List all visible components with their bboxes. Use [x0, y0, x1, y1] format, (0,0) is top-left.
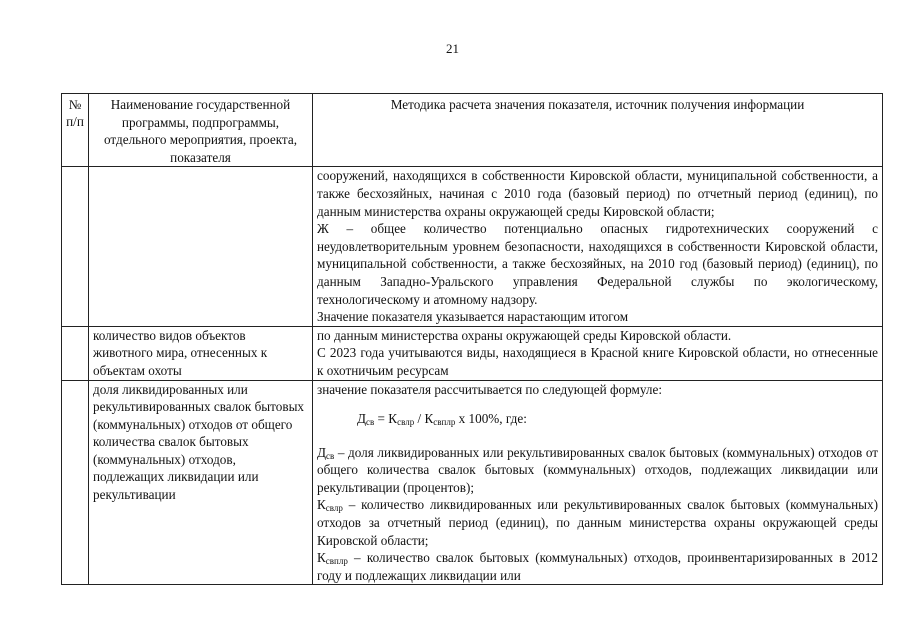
formula-divide: /	[414, 411, 425, 427]
formula-tail: х 100%, где:	[455, 411, 527, 427]
definition-symbol: К	[317, 550, 326, 566]
definition	[317, 496, 878, 549]
definition-text: – доля ликвидированных или рекультивированных свалок бытовых (коммунальных) отходов от общего количества свалок бытовых (коммунальных) отходов, подлежащих ликвидации или рекультивации (процентов);	[317, 444, 878, 495]
row-method-cell	[313, 380, 883, 585]
row-name-cell: доля ликвидированных или рекультивированных свалок бытовых (коммунальных) отходов от общего количества свалок бытовых (коммунальных) отходов, подлежащих ликвидации или рекультивации	[89, 380, 313, 585]
table-row	[62, 380, 883, 585]
formula-equals: =	[374, 411, 389, 427]
page-number: 21	[446, 41, 459, 56]
formula-subscript: свлр	[397, 417, 415, 428]
formula-symbol: К	[388, 411, 398, 427]
method-paragraph: С 2023 года учитываются виды, находящиеся в Красной книге Кировской области, но отнесенные к охотничьим ресурсам	[317, 345, 878, 378]
definition-symbol: К	[317, 497, 326, 513]
definition	[317, 444, 878, 497]
row-number-cell	[62, 380, 89, 585]
header-name: Наименование государственной программы, подпрограммы, отдельного мероприятия, проекта, показателя	[89, 94, 313, 167]
definition-symbol: Д	[317, 444, 326, 460]
table-row	[62, 326, 883, 380]
method-paragraph: сооружений, находящихся в собственности Кировской области, муниципальной собственности, а также бесхозяйных, начиная с 2010 года (базовый период) по отчетный период (единиц), по данным министерства охраны окружающей среды Кировской области;	[317, 168, 878, 219]
method-paragraph: Ж – общее количество потенциально опасных гидротехнических сооружений с неудовлетворительным уровнем безопасности, находящихся в собственности Кировской области, муниципальной собственности, а также бесхозяйных, на 2010 год (базовый период) (единиц), по данным Западно-Уральского управления Федеральной службы по экологическому, технологическому и атомному надзору.	[317, 221, 878, 307]
header-number: № п/п	[62, 94, 89, 167]
table-header-row	[62, 94, 883, 167]
row-number-cell	[62, 167, 89, 326]
header-method: Методика расчета значения показателя, источник получения информации	[313, 94, 883, 167]
row-method-cell	[313, 326, 883, 380]
row-name-cell: количество видов объектов животного мира, отнесенных к объектам охоты	[89, 326, 313, 380]
formula	[317, 410, 878, 428]
formula-intro: значение показателя рассчитывается по следующей формуле:	[317, 381, 663, 397]
row-name-cell	[89, 167, 313, 326]
definition-subscript: св	[326, 450, 335, 461]
definition-subscript: свплр	[325, 556, 348, 567]
method-paragraph: по данным министерства охраны окружающей среды Кировской области.	[317, 327, 732, 343]
row-number-cell	[62, 326, 89, 380]
row-method-cell	[313, 167, 883, 326]
definition-text: – количество ликвидированных или рекультивированных свалок бытовых (коммунальных) отходов за отчетный период (единиц), по данным министерства охраны окружающей среды Кировской области;	[317, 497, 878, 548]
formula-subscript: свплр	[433, 417, 456, 428]
indicator-table	[61, 93, 883, 585]
formula-symbol: К	[424, 411, 434, 427]
table-row	[62, 167, 883, 326]
method-paragraph: Значение показателя указывается нарастающим итогом	[317, 309, 629, 325]
definition-text: – количество свалок бытовых (коммунальных) отходов, проинвентаризированных в 2012 году и подлежащих ликвидации или	[317, 550, 878, 583]
definition-subscript: свлр	[325, 503, 343, 514]
formula-symbol: Д	[357, 411, 366, 427]
formula-subscript: св	[366, 417, 375, 428]
definition	[317, 549, 878, 584]
